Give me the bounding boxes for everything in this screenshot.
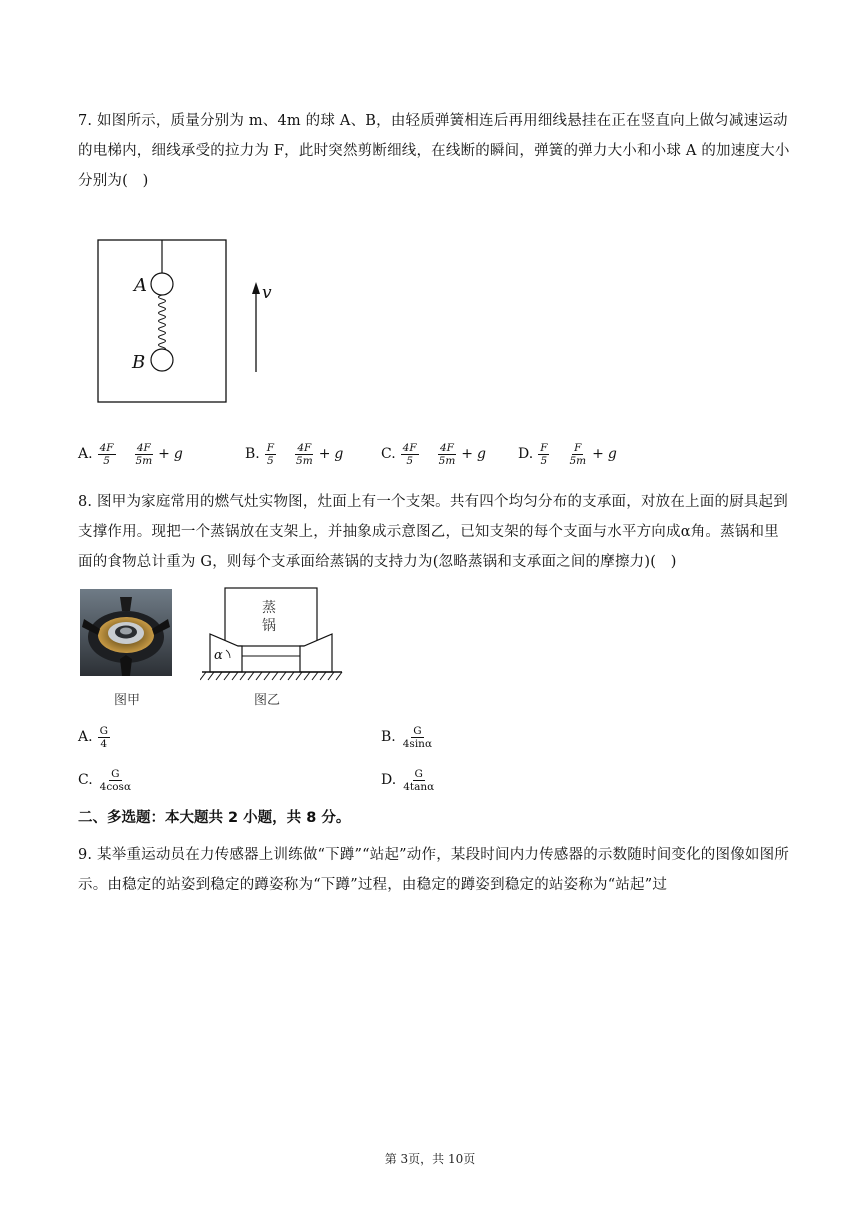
question-9-text: 9. 某举重运动员在力传感器上训练做“下蹲”“站起”动作，某段时间内力传感器的示数随时间变化的图像如图所示。由稳定的站姿到稳定的蹲姿称为“下蹲”过程，由稳定的蹲姿到稳定的站姿称为“站起”过 bbox=[78, 847, 789, 893]
figure-a-caption: 图甲 bbox=[114, 693, 141, 708]
velocity-label: v bbox=[262, 283, 272, 303]
fraction: $\frac{G}{4\cos\alpha}$ bbox=[99, 767, 132, 793]
fraction: $\frac{4F}{5m}$ bbox=[135, 441, 153, 467]
pot-label-1: 蒸 bbox=[262, 600, 276, 616]
pot-label-2: 锅 bbox=[262, 618, 276, 634]
pot-stand-diagram bbox=[200, 586, 345, 684]
fraction: $\frac{4F}{5}$ bbox=[99, 441, 114, 467]
angle-alpha-label: α bbox=[214, 648, 223, 663]
section-heading: 二、多选题：本大题共 2 小题，共 8 分。 bbox=[78, 810, 351, 826]
figure-b-caption: 图乙 bbox=[254, 693, 281, 708]
q7-option-b[interactable]: B. $\frac{F}{5}$ $\frac{4F}{5m}$ + g bbox=[245, 441, 344, 467]
fraction: $\frac{4F}{5}$ bbox=[402, 441, 417, 467]
q8-option-a[interactable]: A. $\frac{G}{4}$ bbox=[78, 724, 108, 750]
spring-elevator-figure bbox=[90, 232, 290, 412]
fraction: $\frac{F}{5m}$ bbox=[569, 441, 587, 467]
fraction: $\frac{4F}{5m}$ bbox=[296, 441, 313, 467]
q8-option-b[interactable]: B. $\frac{G}{4\sin\alpha}$ bbox=[381, 724, 433, 750]
fraction: $\frac{F}{5}$ bbox=[266, 441, 275, 467]
fraction: $\frac{G}{4\sin\alpha}$ bbox=[402, 724, 433, 750]
fraction: $\frac{F}{5}$ bbox=[540, 441, 548, 467]
q8-option-d[interactable]: D. $\frac{G}{4\tan\alpha}$ bbox=[381, 767, 435, 793]
q7-option-d[interactable]: D. $\frac{F}{5}$ $\frac{F}{5m}$ + g bbox=[518, 441, 617, 467]
gas-stove-photo bbox=[80, 589, 172, 676]
question-8-text: 8. 图甲为家庭常用的燃气灶实物图，灶面上有一个支架。共有四个均匀分布的支承面，对放在上面的厨具起到支撑作用。现把一个蒸锅放在支架上，并抽象成示意图乙，已知支架的每个支面与水平方向成α角。蒸锅和里面的食物总计重为 G，则每个支承面给蒸锅的支持力为(忽略蒸锅和支承面之间的摩擦力)( ) bbox=[78, 494, 788, 570]
question-7-text: 7. 如图所示，质量分别为 m、4m 的球 A、B，由轻质弹簧相连后再用细线悬挂在正在竖直向上做匀减速运动的电梯内，细线承受的拉力为 F，此时突然剪断细线，在线断的瞬间，弹簧的弹力大小和小球 A 的加速度大小分别为( ) bbox=[78, 113, 790, 189]
fraction: $\frac{G}{4\tan\alpha}$ bbox=[403, 767, 435, 793]
fraction: $\frac{G}{4}$ bbox=[99, 724, 108, 750]
fraction: $\frac{4F}{5m}$ bbox=[438, 441, 456, 467]
q7-option-a[interactable]: A. $\frac{4F}{5}$ $\frac{4F}{5m}$ + g bbox=[78, 441, 183, 467]
q8-option-c[interactable]: C. $\frac{G}{4\cos\alpha}$ bbox=[78, 767, 132, 793]
ball-a-label: A bbox=[134, 275, 147, 296]
q7-option-c[interactable]: C. $\frac{4F}{5}$ $\frac{4F}{5m}$ + g bbox=[381, 441, 486, 467]
ball-b-label: B bbox=[132, 352, 146, 373]
page-footer: 第 3页，共 10页 bbox=[384, 1152, 476, 1166]
